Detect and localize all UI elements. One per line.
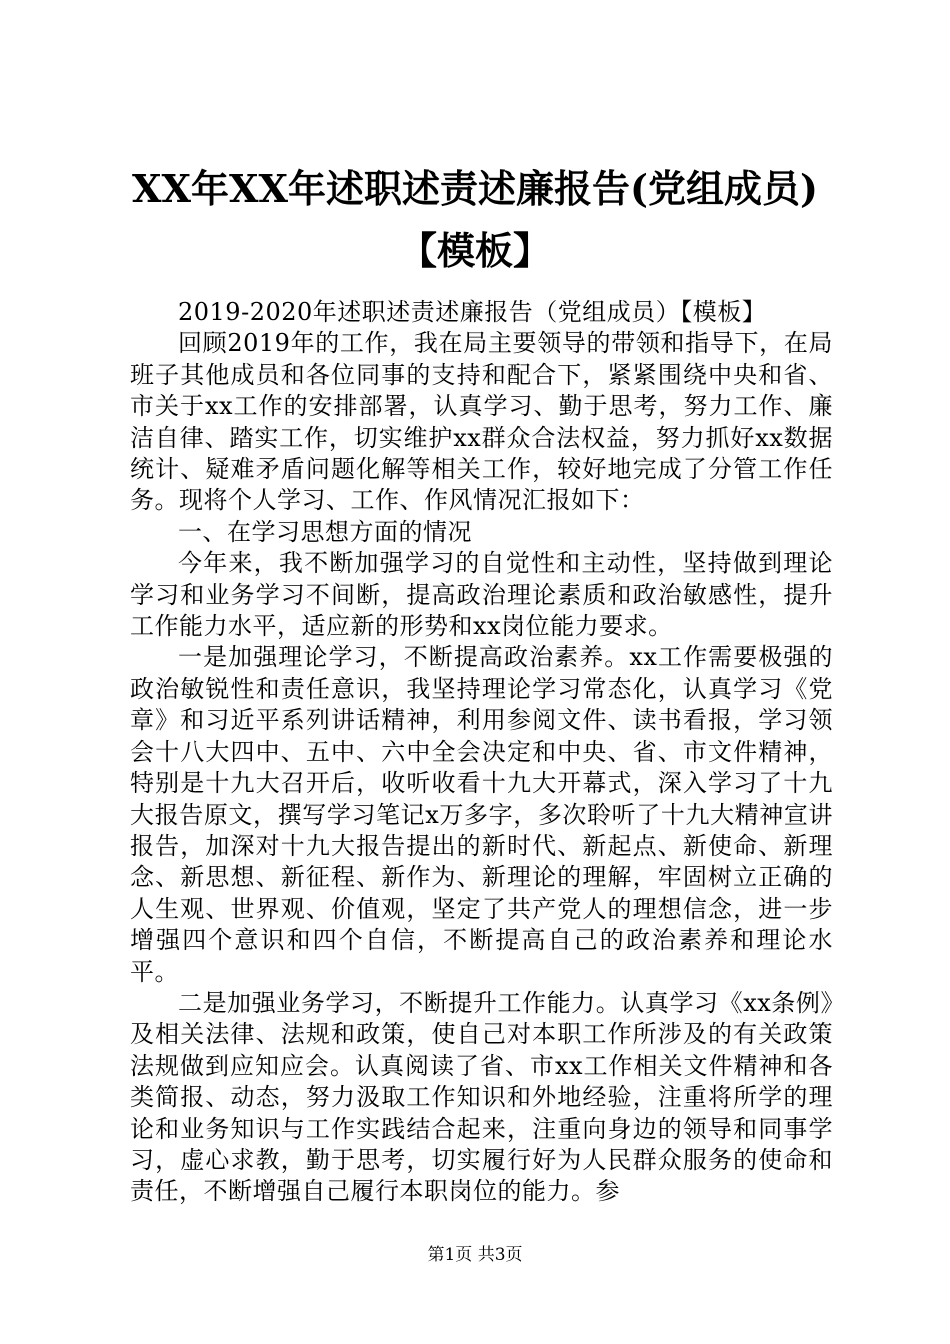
paragraph-business-study: 二是加强业务学习，不断提升工作能力。认真学习《xx条例》及相关法律、法规和政策，使自己对本职工作所涉及的有关政策法规做到应知应会。认真阅读了省、市xx工作相关文件精神和各类简报、动态，努力汲取工作知识和外地经验，注重将所学的理论和业务知识与工作实践结合起来，注重向身边的领导和同事学习，虚心求教，勤于思考，切实履行好为人民群众服务的使命和责任，不断增强自己履行本职岗位的能力。参 [130,988,833,1206]
document-subtitle: 2019-2020年述职述责述廉报告（党组成员）【模板】 [178,298,767,326]
paragraph-review: 回顾2019年的工作，我在局主要领导的带领和指导下，在局班子其他成员和各位同事的支持和配合下，紧紧围绕中央和省、市关于xx工作的安排部署，认真学习、勤于思考，努力工作、廉洁自律、踏实工作，切实维护xx群众合法权益，努力抓好xx数据统计、疑难矛盾问题化解等相关工作，较好地完成了分管工作任务。现将个人学习、工作、作风情况汇报如下： [130,329,833,515]
section-heading-study: 一、在学习思想方面的情况 [178,517,472,546]
paragraph-study-intro: 今年来，我不断加强学习的自觉性和主动性，坚持做到理论学习和业务学习不间断，提高政治理论素质和政治敏感性，提升工作能力水平，适应新的形势和xx岗位能力要求。 [130,549,833,641]
document-body [130,297,833,1208]
document-title: XX年XX年述职述责述廉报告(党组成员)【模板】 [132,166,818,273]
page-number-footer: 第1页 共3页 [427,1245,523,1265]
paragraph-theory-study: 一是加强理论学习，不断提高政治素养。xx工作需要极强的政治敏锐性和责任意识，我坚持理论学习常态化，认真学习《党章》和习近平系列讲话精神，利用参阅文件、读书看报，学习领会十八大四中、五中、六中全会决定和中央、省、市文件精神，特别是十九大召开后，收听收看十九大开幕式，深入学习了十九大报告原文，撰写学习笔记x万多字，多次聆听了十九大精神宣讲报告，加深对十九大报告提出的新时代、新起点、新使命、新理念、新思想、新征程、新作为、新理论的理解，牢固树立正确的人生观、世界观、价值观，坚定了共产党人的理想信念，进一步增强四个意识和四个自信，不断提高自己的政治素养和理论水平。 [130,643,833,986]
